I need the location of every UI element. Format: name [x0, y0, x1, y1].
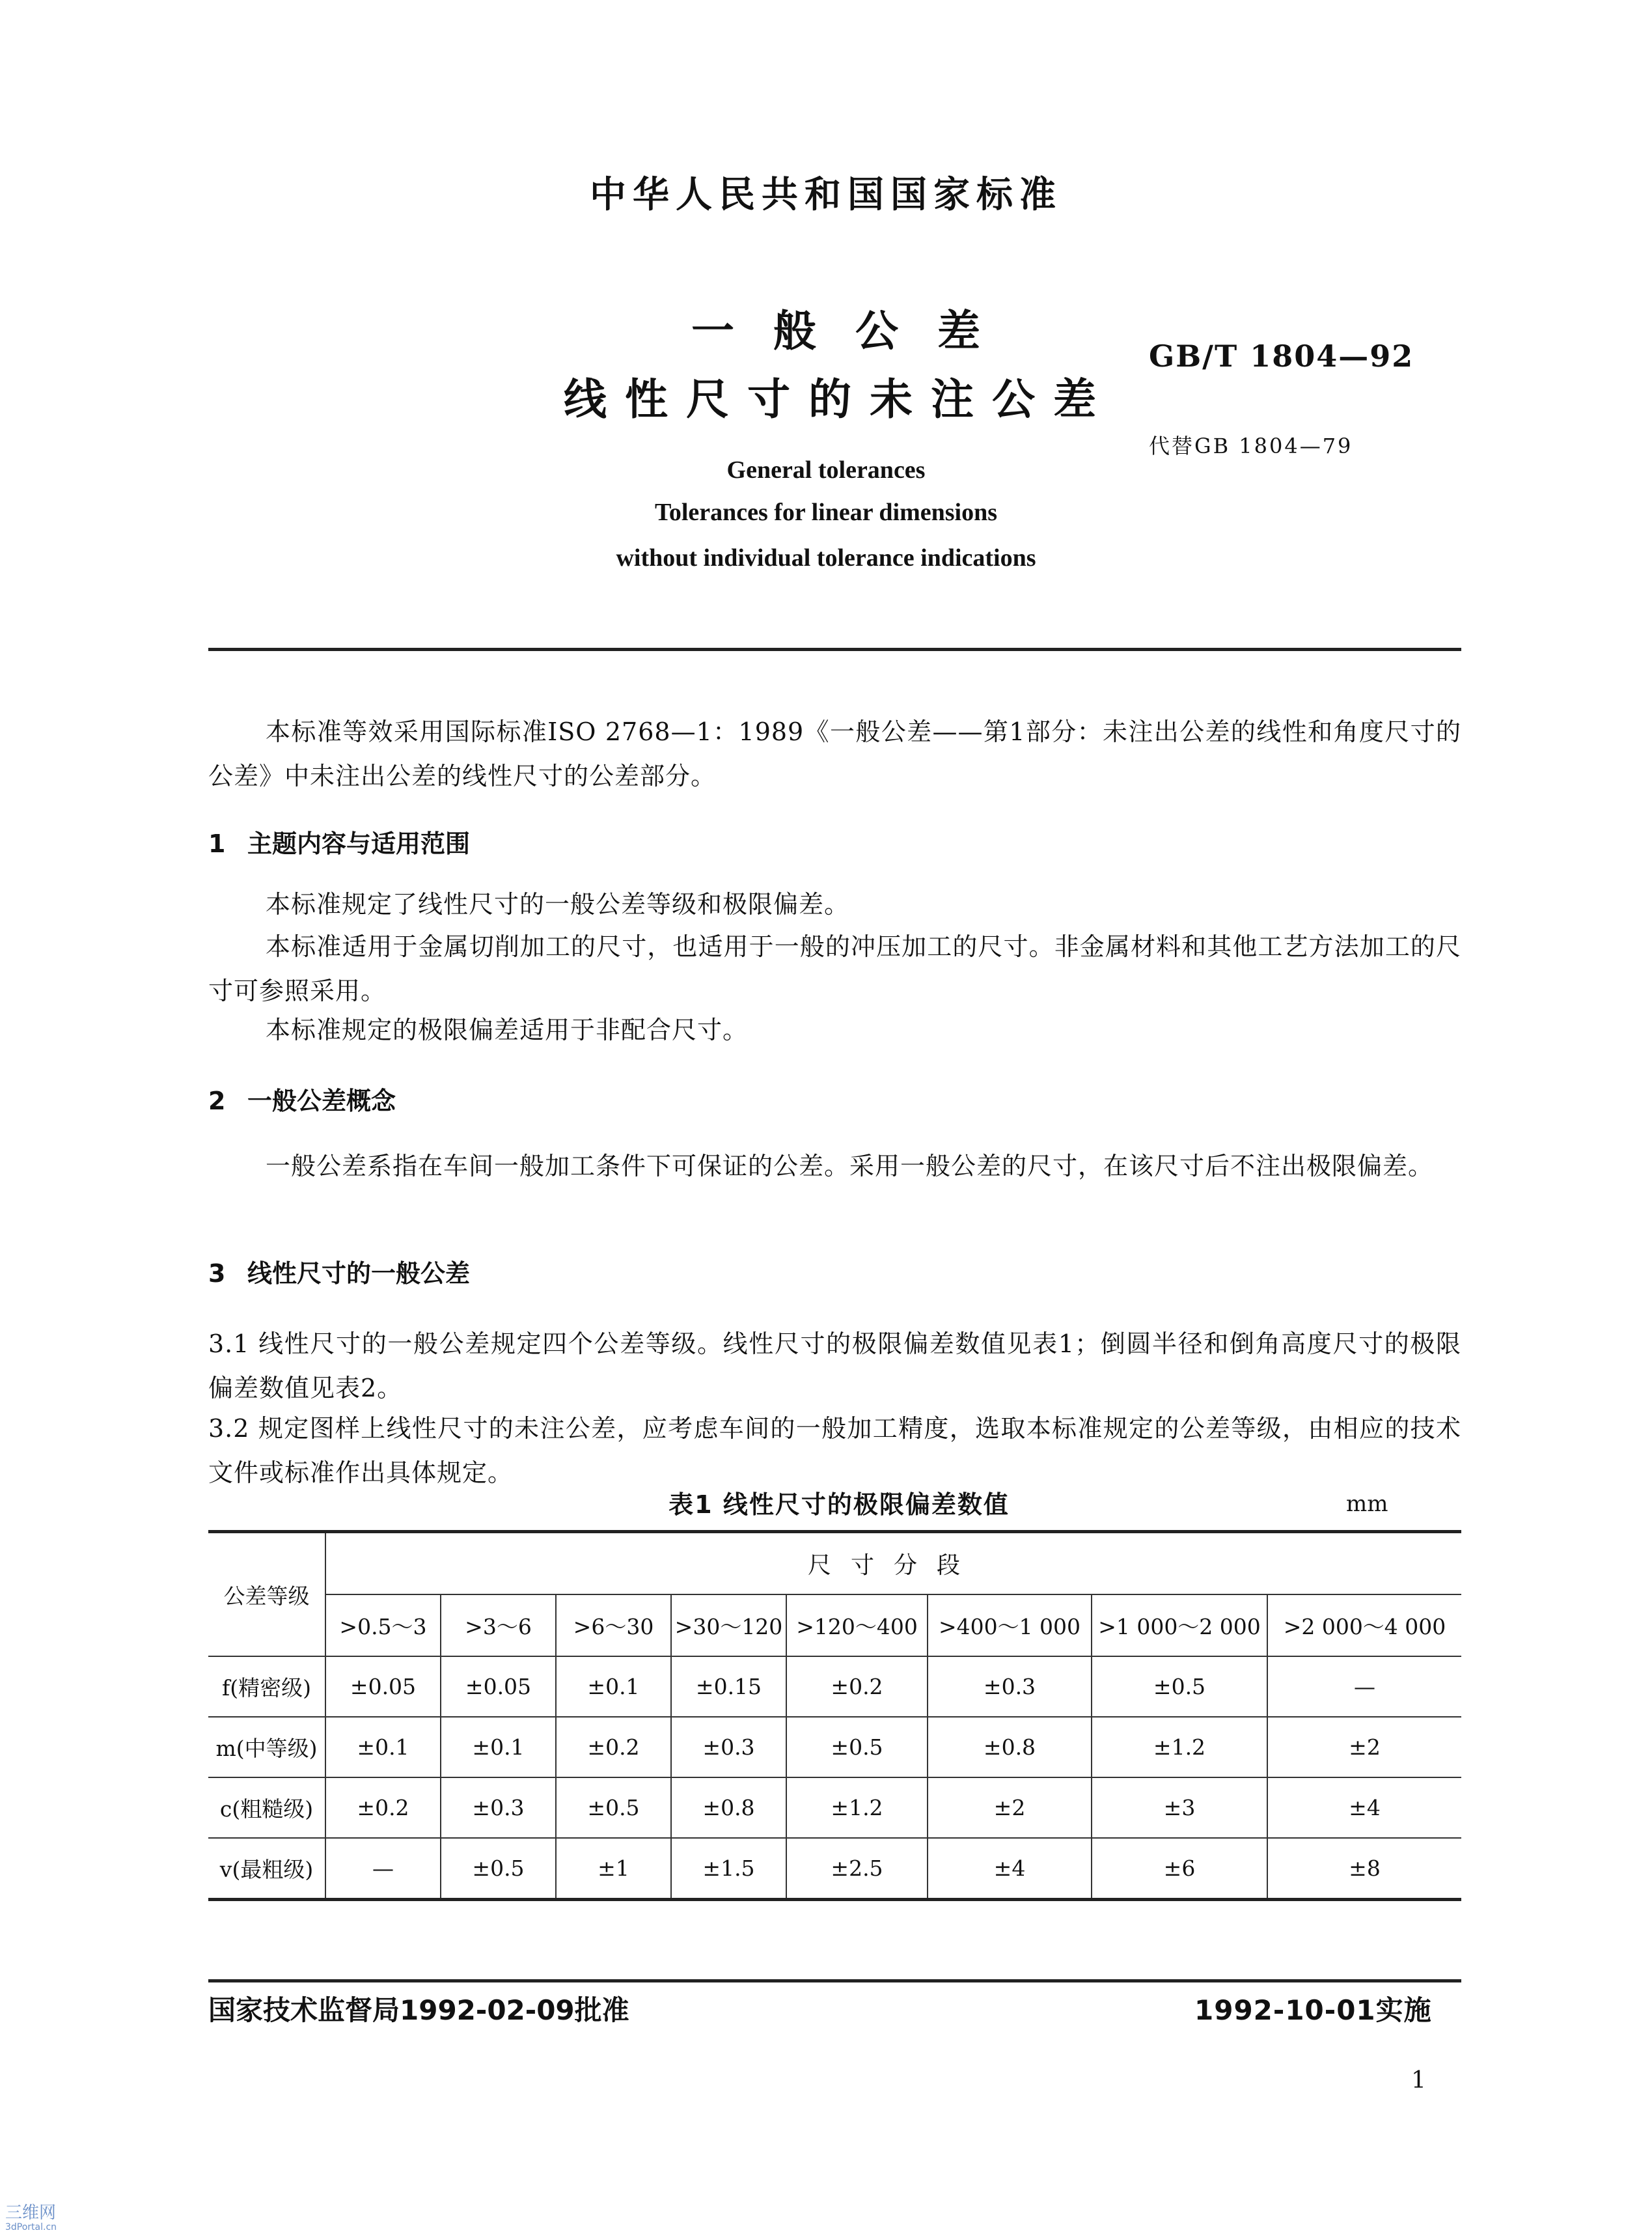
clause-3-1: 3.1 线性尺寸的一般公差规定四个公差等级。线性尺寸的极限偏差数值见表1；倒圆半径和倒角高度尺寸的极限偏差数值见表2。 — [208, 1329, 1461, 1402]
column-header-cell: >1 000～2 000 — [1092, 1594, 1267, 1656]
section-1-heading — [208, 824, 470, 859]
standard-header-title: 中华人民共和国国家标准 — [590, 174, 1062, 216]
table-row — [208, 1717, 1461, 1777]
column-header-cell: >6～30 — [556, 1594, 671, 1656]
tolerance-value-cell: ±1.2 — [1092, 1717, 1267, 1777]
tolerance-value-cell: ±0.15 — [671, 1656, 786, 1717]
tolerance-value-cell: ±0.5 — [786, 1717, 928, 1777]
clause-3-2: 3.2 规定图样上线性尺寸的未注公差，应考虑车间的一般加工精度，选取本标准规定的公差等级，由相应的技术文件或标准作出具体规定。 — [208, 1414, 1461, 1487]
tolerance-value-cell: ±0.3 — [928, 1656, 1092, 1717]
tolerance-value-cell: — — [1267, 1656, 1461, 1717]
english-title-line2: Tolerances for linear dimensions — [654, 499, 998, 526]
grade-cell: v(最粗级) — [208, 1838, 325, 1900]
tolerance-value-cell: ±0.2 — [556, 1717, 671, 1777]
table-row — [208, 1838, 1461, 1900]
column-header-row — [208, 1594, 1461, 1656]
column-header-cell: >0.5～3 — [325, 1594, 441, 1656]
tolerance-value-cell: ±2 — [1267, 1717, 1461, 1777]
table-caption: 表1 线性尺寸的极限偏差数值 — [668, 1490, 1010, 1519]
tolerance-value-cell: ±0.5 — [441, 1838, 556, 1900]
tolerance-value-cell: ±1 — [556, 1838, 671, 1900]
section-2-heading — [208, 1081, 396, 1117]
standard-replaces: 代替GB 1804—79 — [1149, 434, 1353, 458]
column-header-cell: >3～6 — [441, 1594, 556, 1656]
tolerance-table — [208, 1530, 1461, 1901]
section-1-paragraph-1: 本标准规定了线性尺寸的一般公差等级和极限偏差。 — [266, 890, 850, 919]
tolerance-value-cell: ±0.5 — [556, 1777, 671, 1838]
tolerance-value-cell: ±3 — [1092, 1777, 1267, 1838]
standard-code: GB/T 1804—92 — [1149, 339, 1414, 374]
tolerance-value-cell: ±0.1 — [556, 1656, 671, 1717]
tolerance-value-cell: ±8 — [1267, 1838, 1461, 1900]
header-divider — [208, 648, 1461, 651]
group-header-cell: 尺寸分段 — [325, 1532, 1461, 1595]
column-header-cell: >120～400 — [786, 1594, 928, 1656]
section-number: 2 — [208, 1087, 226, 1115]
document-title-line1: 一般公差 — [691, 306, 1019, 356]
grade-cell: m(中等级) — [208, 1717, 325, 1777]
section-title: 一般公差概念 — [247, 1087, 396, 1115]
tolerance-value-cell: ±0.05 — [325, 1656, 441, 1717]
column-header-cell: >2 000～4 000 — [1267, 1594, 1461, 1656]
row-header-cell: 公差等级 — [208, 1532, 325, 1657]
tolerance-value-cell: ±6 — [1092, 1838, 1267, 1900]
column-header-cell: >30～120 — [671, 1594, 786, 1656]
intro-paragraph: 本标准等效采用国际标准ISO 2768—1：1989《一般公差——第1部分：未注出公差的线性和角度尺寸的公差》中未注出公差的线性尺寸的公差部分。 — [208, 717, 1461, 790]
section-title: 主题内容与适用范围 — [247, 829, 471, 858]
tolerance-value-cell: ±1.5 — [671, 1838, 786, 1900]
tolerance-value-cell: ±0.2 — [325, 1777, 441, 1838]
tolerance-value-cell: ±2 — [928, 1777, 1092, 1838]
tolerance-value-cell: ±4 — [928, 1838, 1092, 1900]
grade-cell: f(精密级) — [208, 1656, 325, 1717]
tolerance-value-cell: ±1.2 — [786, 1777, 928, 1838]
tolerance-value-cell: ±0.3 — [671, 1717, 786, 1777]
tolerance-value-cell: ±0.3 — [441, 1777, 556, 1838]
site-watermark-logo — [5, 2204, 77, 2235]
section-2-paragraph-1: 一般公差系指在车间一般加工条件下可保证的公差。采用一般公差的尺寸，在该尺寸后不注出极限偏差。 — [266, 1152, 1434, 1180]
tolerance-value-cell: ±4 — [1267, 1777, 1461, 1838]
english-title-line1: General tolerances — [726, 456, 926, 484]
tolerance-value-cell: ±0.8 — [671, 1777, 786, 1838]
section-number: 1 — [208, 829, 226, 858]
section-3-heading — [208, 1253, 470, 1289]
grade-cell: c(粗糙级) — [208, 1777, 325, 1838]
tolerance-value-cell: ±0.5 — [1092, 1656, 1267, 1717]
section-1-paragraph-3: 本标准规定的极限偏差适用于非配合尺寸。 — [266, 1016, 749, 1044]
tolerance-value-cell: ±2.5 — [786, 1838, 928, 1900]
section-1-paragraph-2: 本标准适用于金属切削加工的尺寸，也适用于一般的冲压加工的尺寸。非金属材料和其他工艺方法加工的尺寸可参照采用。 — [208, 932, 1461, 1005]
table-row — [208, 1656, 1461, 1717]
logo-url: 3dPortal.cn — [5, 2222, 57, 2232]
tolerance-value-cell: ±0.1 — [325, 1717, 441, 1777]
implementation-date: 1992-10-01实施 — [1194, 1994, 1432, 2026]
section-number: 3 — [208, 1259, 226, 1288]
tolerance-value-cell: ±0.05 — [441, 1656, 556, 1717]
table-header-row — [208, 1532, 1461, 1595]
approval-statement: 国家技术监督局1992-02-09批准 — [208, 1994, 629, 2026]
table-row — [208, 1777, 1461, 1838]
english-title-line3: without individual tolerance indications — [616, 544, 1036, 572]
tolerance-value-cell: ±0.8 — [928, 1717, 1092, 1777]
tolerance-value-cell: ±0.1 — [441, 1717, 556, 1777]
tolerance-value-cell: ±0.2 — [786, 1656, 928, 1717]
page-number: 1 — [1411, 2067, 1426, 2094]
section-title: 线性尺寸的一般公差 — [247, 1259, 471, 1288]
document-title-line2: 线性尺寸的未注公差 — [564, 374, 1114, 424]
column-header-cell: >400～1 000 — [928, 1594, 1092, 1656]
table-unit: mm — [1346, 1491, 1388, 1517]
logo-text: 三维网 — [5, 2203, 57, 2223]
tolerance-value-cell: — — [325, 1838, 441, 1900]
footer-divider — [208, 1979, 1461, 1982]
